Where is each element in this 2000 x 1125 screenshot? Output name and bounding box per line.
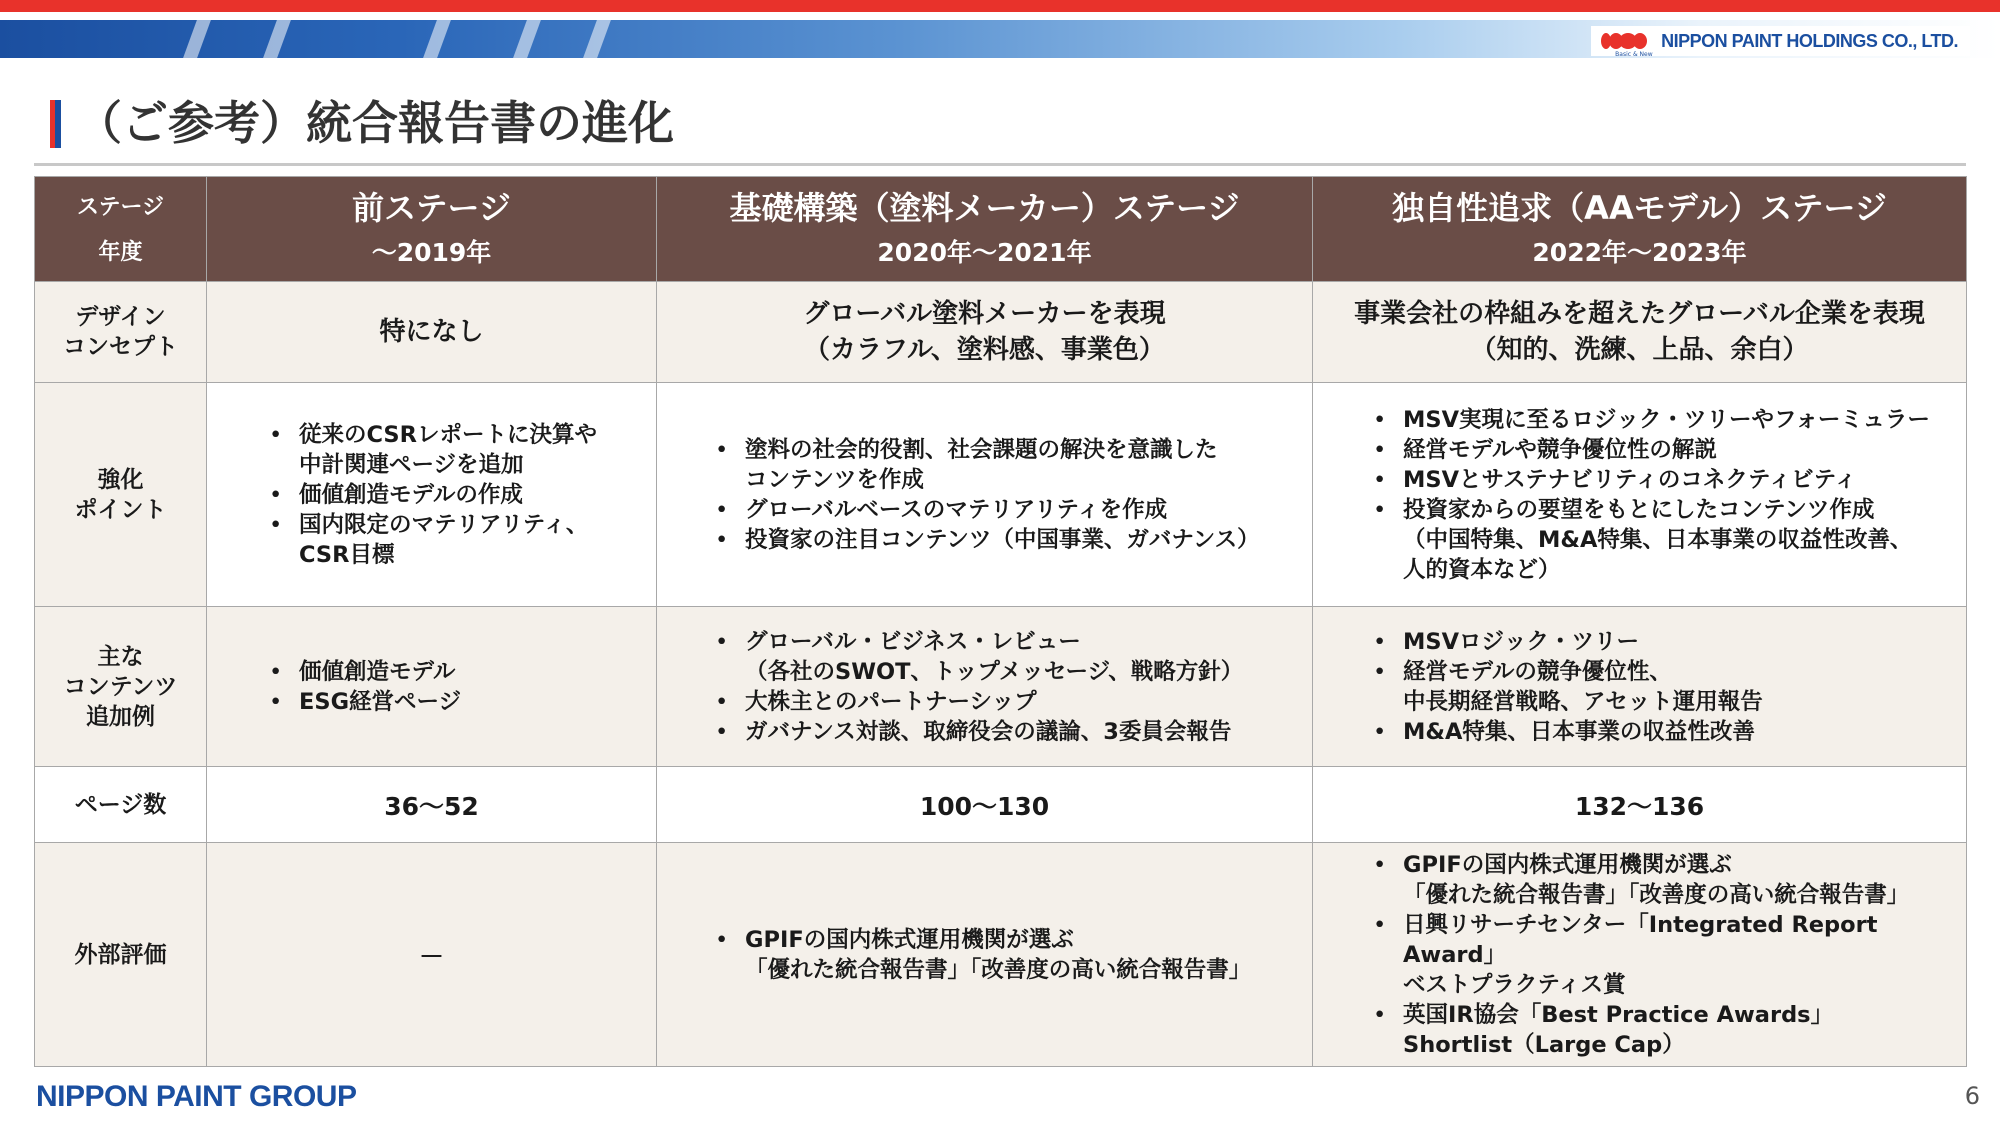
bullet-list — [269, 420, 656, 570]
bullet-list — [715, 925, 1312, 985]
list-item: • グローバル・ビジネス・レビュー （各社のSWOT、トップメッセージ、戦略方針） — [715, 627, 1312, 687]
concept-line: 特になし — [379, 317, 484, 347]
list-item: • 日興リサーチセンター「Integrated Report Award」 ベストプラクティス賞 — [1373, 910, 1966, 1000]
row-external-evaluation — [35, 843, 1967, 1067]
enhancement-cell-pre — [207, 383, 657, 607]
label-line: 主な — [97, 643, 144, 670]
bullet-list — [269, 657, 656, 717]
page-title: （ご参考）統合報告書の進化 — [76, 96, 674, 150]
list-item: • 経営モデルの競争優位性、 中長期経営戦略、アセット運用報告 — [1373, 657, 1966, 717]
label-line: 追加例 — [86, 703, 155, 730]
list-item: • MSVロジック・ツリー — [1373, 627, 1966, 657]
stage-years: 2022年～2023年 — [1532, 238, 1747, 267]
external-eval-cell-aa — [1313, 843, 1967, 1067]
bullet-list — [1373, 405, 1966, 585]
list-item: • MSVとサステナビリティのコネクティビティ — [1373, 465, 1966, 495]
stage-years: 2020年～2021年 — [877, 238, 1092, 267]
list-item: • 英国IR協会「Best Practice Awards」 Shortlist（Large Cap） — [1373, 1000, 1966, 1060]
row-page-count — [35, 767, 1967, 843]
list-item: • 価値創造モデルの作成 — [269, 480, 656, 510]
enhancement-cell-aa — [1313, 383, 1967, 607]
list-item: • GPIFの国内株式運用機関が選ぶ 「優れた統合報告書」「改善度の高い統合報告書」 — [1373, 850, 1966, 910]
title-accent-blue — [55, 100, 61, 148]
header-col-pre-stage — [207, 177, 657, 282]
list-item: • M&A特集、日本事業の収益性改善 — [1373, 717, 1966, 747]
page-count-cell: 132～136 — [1313, 767, 1967, 843]
bullet-list — [1373, 627, 1966, 747]
label-line: デザイン — [75, 304, 166, 330]
stage-name: 前ステージ — [352, 189, 511, 227]
list-item: • MSV実現に至るロジック・ツリーやフォーミュラー — [1373, 405, 1966, 435]
page-number: 6 — [1964, 1082, 1980, 1110]
list-item: • 価値創造モデル — [269, 657, 656, 687]
design-concept-cell — [1313, 282, 1967, 383]
list-item: • 国内限定のマテリアリティ、 CSR目標 — [269, 510, 656, 570]
row-label-main-content — [35, 607, 207, 767]
list-item: • 塗料の社会的役割、社会課題の解決を意識した コンテンツを作成 — [715, 435, 1312, 495]
list-item: • 投資家からの要望をもとにしたコンテンツ作成 （中国特集、M&A特集、日本事業の収益性改善、 人的資本など） — [1373, 495, 1966, 585]
list-item: • GPIFの国内株式運用機関が選ぶ 「優れた統合報告書」「改善度の高い統合報告書」 — [715, 925, 1312, 985]
stage-years: ～2019年 — [371, 238, 492, 267]
design-concept-cell — [207, 282, 657, 383]
content-cell-aa — [1313, 607, 1967, 767]
external-eval-cell-pre: － — [207, 843, 657, 1067]
content-cell-pre — [207, 607, 657, 767]
label-line: コンセプト — [63, 334, 178, 360]
label-line: コンテンツ — [63, 673, 178, 700]
list-item: • 大株主とのパートナーシップ — [715, 687, 1312, 717]
list-item: • 従来のCSRレポートに決算や 中計関連ページを追加 — [269, 420, 656, 480]
row-design-concept — [35, 282, 1967, 383]
group-brand-logo: NIPPON PAINT GROUP — [36, 1080, 357, 1113]
list-item: • ガバナンス対談、取締役会の議論、3委員会報告 — [715, 717, 1312, 747]
title-divider — [34, 163, 1966, 166]
row-main-content — [35, 607, 1967, 767]
content-cell-foundation — [657, 607, 1313, 767]
header-label-year: 年度 — [98, 240, 143, 265]
enhancement-cell-foundation — [657, 383, 1313, 607]
table-header-row — [35, 177, 1967, 282]
concept-line: 事業会社の枠組みを超えたグローバル企業を表現 — [1354, 299, 1925, 329]
comparison-table — [34, 176, 1966, 1067]
concept-line: グローバル塗料メーカーを表現 — [803, 299, 1166, 329]
page-count-cell: 100～130 — [657, 767, 1313, 843]
list-item: • グローバルベースのマテリアリティを作成 — [715, 495, 1312, 525]
row-label-external-evaluation: 外部評価 — [35, 843, 207, 1067]
label-line: 強化 — [97, 466, 144, 493]
header-label-stage: ステージ — [76, 195, 165, 220]
concept-line: （知的、洗練、上品、余白） — [1470, 335, 1809, 365]
bullet-list — [1373, 850, 1966, 1060]
header-label-cell — [35, 177, 207, 282]
header-col-aa-stage — [1313, 177, 1967, 282]
page-count-cell: 36～52 — [207, 767, 657, 843]
list-item: • 投資家の注目コンテンツ（中国事業、ガバナンス） — [715, 525, 1312, 555]
row-label-design-concept — [35, 282, 207, 383]
bullet-list — [715, 435, 1312, 555]
logo-tagline: Basic & New — [1615, 51, 1653, 58]
stage-name: 基礎構築（塗料メーカー）ステージ — [729, 189, 1240, 227]
company-logo — [1591, 26, 1970, 56]
label-line: ポイント — [74, 496, 167, 523]
nippon-paint-logo-icon — [1601, 29, 1653, 58]
design-concept-cell — [657, 282, 1313, 383]
header-col-foundation-stage — [657, 177, 1313, 282]
row-label-page-count: ページ数 — [35, 767, 207, 843]
concept-line: （カラフル、塗料感、事業色） — [804, 335, 1165, 365]
external-eval-cell-foundation — [657, 843, 1313, 1067]
company-name: NIPPON PAINT HOLDINGS CO., LTD. — [1661, 30, 1958, 51]
list-item: • 経営モデルや競争優位性の解説 — [1373, 435, 1966, 465]
header-red-stripe — [0, 0, 2000, 12]
row-label-enhancement-points — [35, 383, 207, 607]
row-enhancement-points — [35, 383, 1967, 607]
list-item: • ESG経営ページ — [269, 687, 656, 717]
bullet-list — [715, 627, 1312, 747]
stage-name: 独自性追求（AAモデル）ステージ — [1392, 189, 1887, 227]
